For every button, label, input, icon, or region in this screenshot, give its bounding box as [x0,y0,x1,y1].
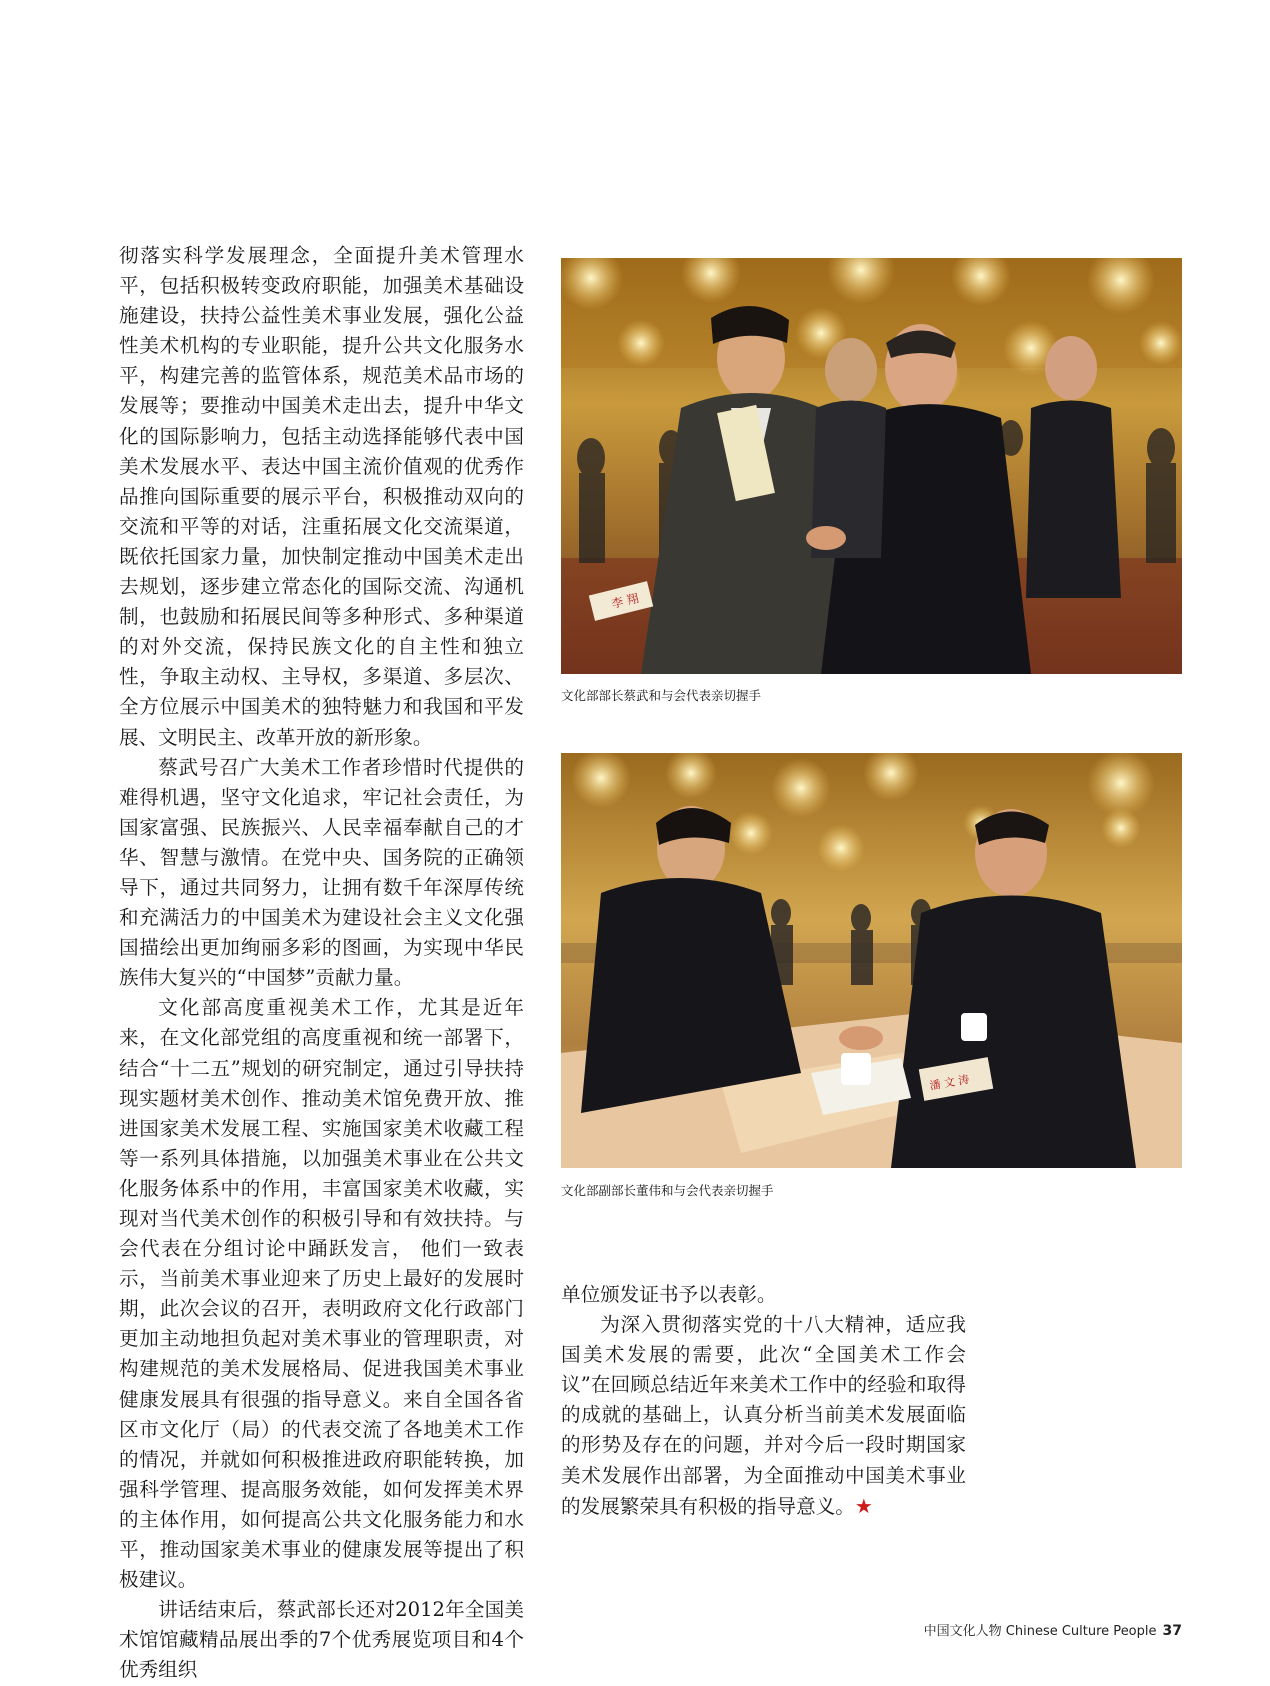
article-paragraph: 讲话结束后，蔡武部长还对2012年全国美术馆馆藏精品展出季的7个优秀展览项目和4个优秀组织 [119,1598,524,1682]
page-number: 37 [1162,1623,1182,1639]
name-card-text: 李 翔 [609,590,641,612]
magazine-name: 中国文化人物 Chinese Culture People [923,1624,1157,1639]
page-footer [924,1620,1182,1639]
end-star-icon: ★ [854,1493,873,1518]
left-text-column [119,241,524,1686]
article-paragraph: 文化部高度重视美术工作，尤其是近年来，在文化部党组的高度重视和统一部署下，结合“十二五”规划的研究制定，通过引导扶持现实题材美术创作、推动美术馆免费开放、推进国家美术发展工程、实施国家美术收藏工程等一系列具体措施，以加强美术事业在公共文化服务体系中的作用，丰富国家美术收藏，实现对当代美术创作的积极引导和有效扶持。与会代表在分组讨论中踊跃发言， 他们一致表示，当前美术事业迎来了历史上最好的发展时期，此次会议的召开，表明政府文化行政部门更加主动地担负起对美术事业的管理职责，对构建规范的美术发展格局、促进我国美术事业健康发展具有很强的指导意义。来自全国各省区市文化厅（局）的代表交流了各地美术工作的情况，并就如何积极推进政府职能转换，加强科学管理、提高服务效能，如何发挥美术界的主体作用，如何提高公共文化服务能力和水平，推动国家美术事业的健康发展等提出了积极建议。 [119,996,524,1592]
photo-minister-handshake [561,258,1182,674]
photo-caption: 文化部副部长董伟和与会代表亲切握手 [561,1183,774,1198]
photo-caption: 文化部部长蔡武和与会代表亲切握手 [561,688,762,703]
right-text-column [561,1280,966,1522]
photo-vice-minister-handshake [561,753,1182,1168]
article-paragraph-text: 为深入贯彻落实党的十八大精神，适应我国美术发展的需要，此次“全国美术工作会议”在回顾总结近年来美术工作中的经验和取得的成就的基础上，认真分析当前美术发展面临的形势及存在的问题，并对今后一段时期国家美术发展作出部署，为全面推动中国美术事业的发展繁荣具有积极的指导意义。 [561,1313,966,1518]
article-paragraph: 蔡武号召广大美术工作者珍惜时代提供的难得机遇，坚守文化追求，牢记社会责任，为国家富强、民族振兴、人民幸福奉献自己的才华、智慧与激情。在党中央、国务院的正确领导下，通过共同努力，让拥有数千年深厚传统和充满活力的中国美术为建设社会主义文化强国描绘出更加绚丽多彩的图画，为实现中华民族伟大复兴的“中国梦”贡献力量。 [119,755,524,990]
article-paragraph: 单位颁发证书予以表彰。 [561,1283,777,1306]
article-paragraph: 彻落实科学发展理念，全面提升美术管理水平，包括积极转变政府职能，加强美术基础设施建设，扶持公益性美术事业发展，强化公益性美术机构的专业职能，提升公共文化服务水平，构建完善的监管体系，规范美术品市场的发展等；要推动中国美术走出去，提升中华文化的国际影响力，包括主动选择能够代表中国美术发展水平、表达中国主流价值观的优秀作品推向国际重要的展示平台，积极推动双向的交流和平等的对话，注重拓展文化交流渠道，既依托国家力量，加快制定推动中国美术走出去规划，逐步建立常态化的国际交流、沟通机制，也鼓励和拓展民间等多种形式、多种渠道的对外交流，保持民族文化的自主性和独立性，争取主动权、主导权，多渠道、多层次、全方位展示中国美术的独特魅力和我国和平发展、文明民主、改革开放的新形象。 [119,244,524,749]
name-card-text: 潘 文 涛 [928,1072,971,1093]
article-paragraph [561,1310,966,1522]
